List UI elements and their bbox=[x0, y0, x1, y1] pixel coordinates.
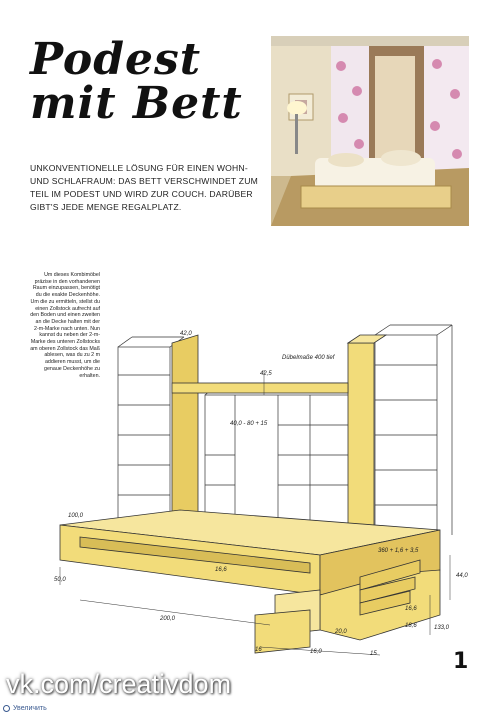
dim-label-13: 20,0 bbox=[335, 629, 347, 635]
magnifier-icon bbox=[3, 705, 10, 712]
intro-text: UNKONVENTIONELLE LÖSUNG FÜR EINEN WOHN- UND SCHLAFRAUM: DAS BETT VERSCHWINDET ZUM TEIL IM PODEST UND WIRD ZUR COUCH. DARÜBER GIBT'S JEDE MENGE REGALPLATZ. bbox=[30, 163, 258, 212]
title-line-1: Podest bbox=[30, 34, 202, 85]
side-note: Um dieses Kombimöbel präzise in den vorhandenen Raum einzupassen, benötigt du die exakte Deckenhöhe. Um die zu ermitteln, stellst du einen Zollstock aufrecht auf den Boden und einen zweiten an die Decke halten mit der 2-m-Marke nach unten. Nun kannst du neben der 2-m-Marke des unteren Zollstocks am oberen Zollstock das Maß ablesen, was du zu 2 m addieren musst, um die genaue Deckenhöhe zu erhalten. bbox=[30, 272, 100, 379]
watermark-link[interactable]: vk.com/creativdom bbox=[6, 669, 232, 699]
zoom-label: Увеличить bbox=[13, 705, 47, 712]
furniture-drawing bbox=[20, 255, 480, 675]
dim-label-14: 16,0 bbox=[310, 649, 322, 655]
dim-label-17: 15 bbox=[370, 651, 377, 657]
dim-label-1: 42,0 bbox=[180, 331, 192, 337]
title-line-2: mit Bett bbox=[30, 78, 243, 129]
dim-label-16: 133,0 bbox=[434, 625, 450, 631]
dim-label-8: 200,0 bbox=[160, 616, 176, 622]
dim-label-3: 42,5 bbox=[260, 371, 272, 377]
dim-label-11: 16,6 bbox=[405, 606, 417, 612]
dim-label-12: 18,6 bbox=[405, 623, 417, 629]
dim-label-7: 50,0 bbox=[54, 577, 66, 583]
dim-label-9: 360 + 1,6 + 3,5 bbox=[378, 548, 419, 554]
dim-label-10: 44,0 bbox=[456, 573, 468, 579]
zoom-link[interactable] bbox=[3, 705, 47, 712]
room-photo-illustration bbox=[271, 36, 469, 226]
page-number: 1 bbox=[453, 649, 469, 674]
dim-label-2: Dübelmaße 400 tief bbox=[282, 355, 335, 361]
article-title bbox=[30, 34, 260, 129]
room-photo bbox=[271, 36, 469, 226]
dim-label-15: 16 bbox=[255, 647, 262, 653]
dim-label-6: 16,6 bbox=[215, 567, 227, 573]
dim-label-5: 100,0 bbox=[68, 513, 84, 519]
dim-label-4: 40,0 - 80 + 15 bbox=[230, 421, 268, 427]
